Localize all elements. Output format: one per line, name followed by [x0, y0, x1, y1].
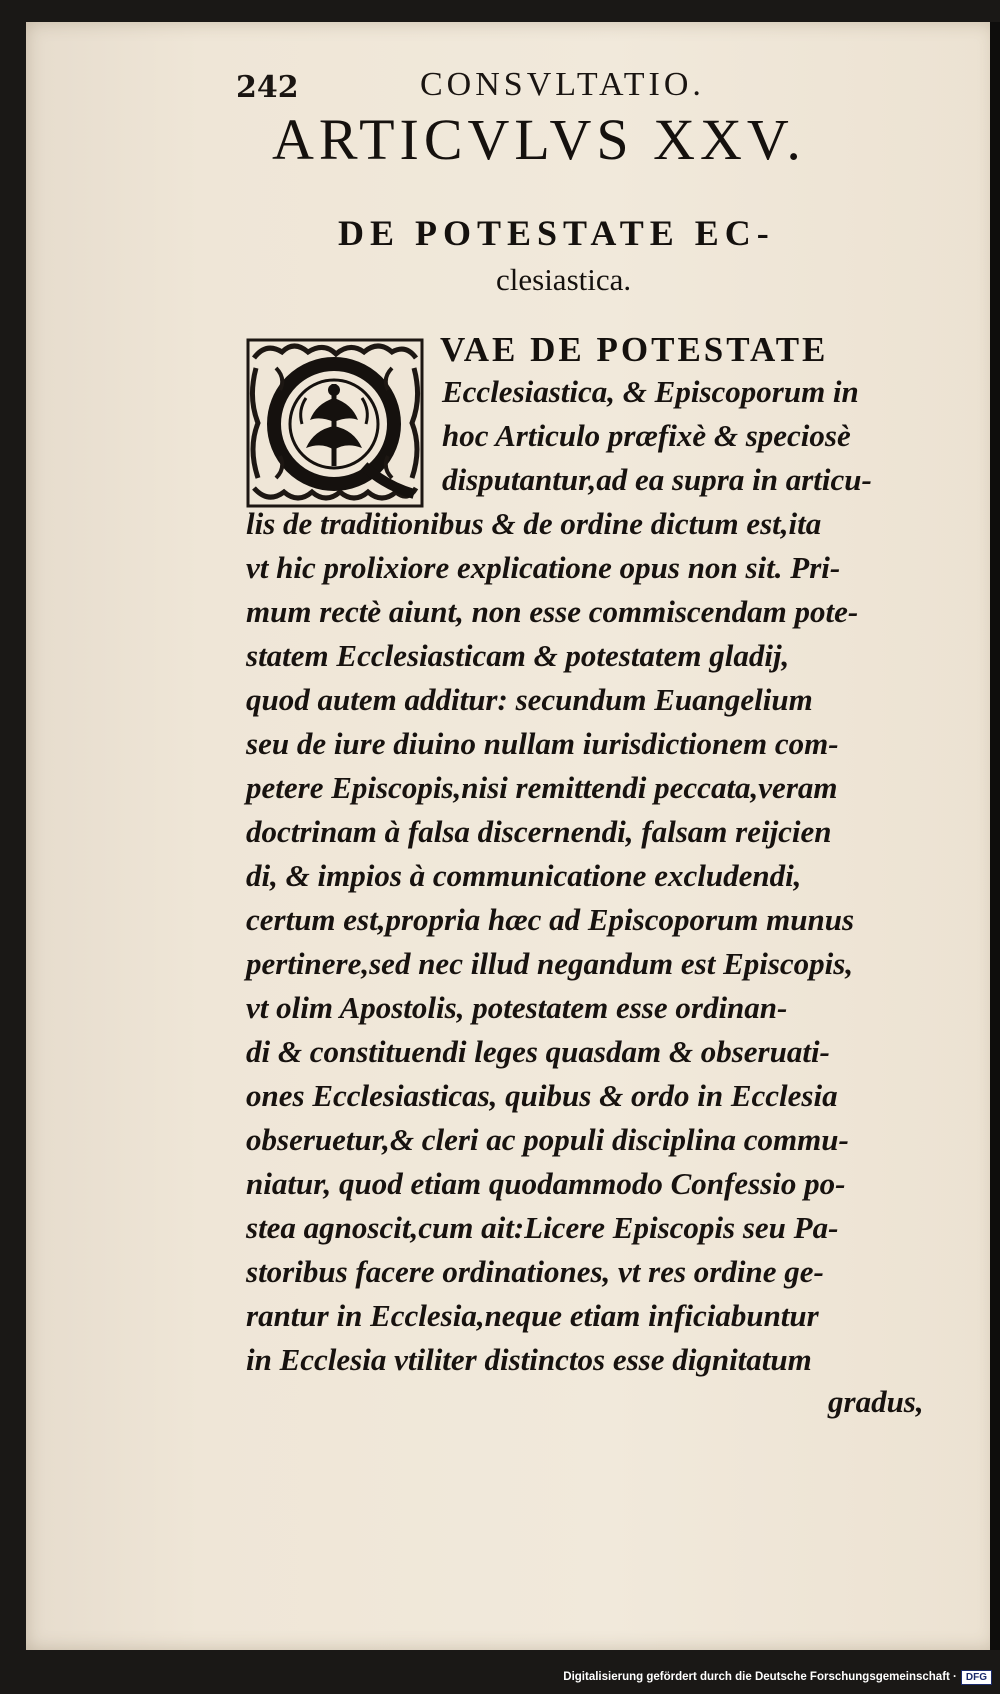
body-line: lis de traditionibus & de ordine dictum est,ita — [246, 506, 822, 541]
initial-q-woodcut-icon — [246, 338, 424, 508]
article-subtitle-line2: clesiastica. — [496, 262, 632, 297]
decorated-initial-icon — [246, 338, 424, 508]
digitization-footer — [563, 1666, 992, 1688]
body-line: seu de iure diuino nullam iurisdictionem com- — [246, 726, 839, 761]
body-line: hoc Articulo præfixè & speciosè — [442, 418, 851, 453]
body-line: Ecclesiastica, & Episcoporum in — [442, 374, 859, 409]
body-line: rantur in Ecclesia,neque etiam inficiabuntur — [246, 1298, 819, 1333]
body-line: di & constituendi leges quasdam & obseruati- — [246, 1034, 830, 1069]
body-line: certum est,propria hæc ad Episcoporum munus — [246, 902, 855, 937]
body-line: doctrinam à falsa discernendi, falsam reijcien — [246, 814, 832, 849]
body-line: vt olim Apostolis, potestatem esse ordinan- — [246, 990, 788, 1025]
dfg-logo-icon: DFG — [961, 1670, 992, 1685]
body-line: petere Episcopis,nisi remittendi peccata,veram — [246, 770, 838, 805]
body-line: niatur, quod etiam quodammodo Confessio po- — [246, 1166, 846, 1201]
body-line: disputantur,ad ea supra in articu- — [442, 462, 872, 497]
body-line: obseruetur,& cleri ac populi disciplina commu- — [246, 1122, 849, 1157]
catchword: gradus, — [828, 1384, 924, 1419]
footer-credit: Digitalisierung gefördert durch die Deutsche Forschungsgemeinschaft · — [563, 1671, 957, 1683]
body-line: storibus facere ordinationes, vt res ordine ge- — [246, 1254, 824, 1289]
article-title: ARTICVLVS XXV. — [272, 107, 806, 172]
body-line: vt hic prolixiore explicatione opus non sit. Pri- — [246, 550, 841, 585]
running-head — [0, 58, 1000, 108]
article-subtitle-line1: DE POTESTATE EC- — [338, 213, 775, 253]
body-line: mum rectè aiunt, non esse commiscendam pote- — [246, 594, 859, 629]
body-line: stea agnoscit,cum ait:Licere Episcopis seu Pa- — [246, 1210, 839, 1245]
page-number: 242 — [236, 70, 299, 105]
body-line: quod autem additur: secundum Euangelium — [246, 682, 813, 717]
page-edge — [990, 22, 1000, 1650]
body-line: statem Ecclesiasticam & potestatem gladij, — [246, 638, 790, 673]
body-line: pertinere,sed nec illud negandum est Episcopis, — [246, 946, 854, 981]
body-line: in Ecclesia vtiliter distinctos esse dignitatum — [246, 1342, 812, 1377]
body-line: di, & impios à communicatione excludendi, — [246, 858, 802, 893]
body-line: ones Ecclesiasticas, quibus & ordo in Ecclesia — [246, 1078, 838, 1113]
body-first-line: VAE DE POTESTATE — [440, 330, 829, 369]
running-title: CONSVLTATIO. — [420, 66, 705, 103]
